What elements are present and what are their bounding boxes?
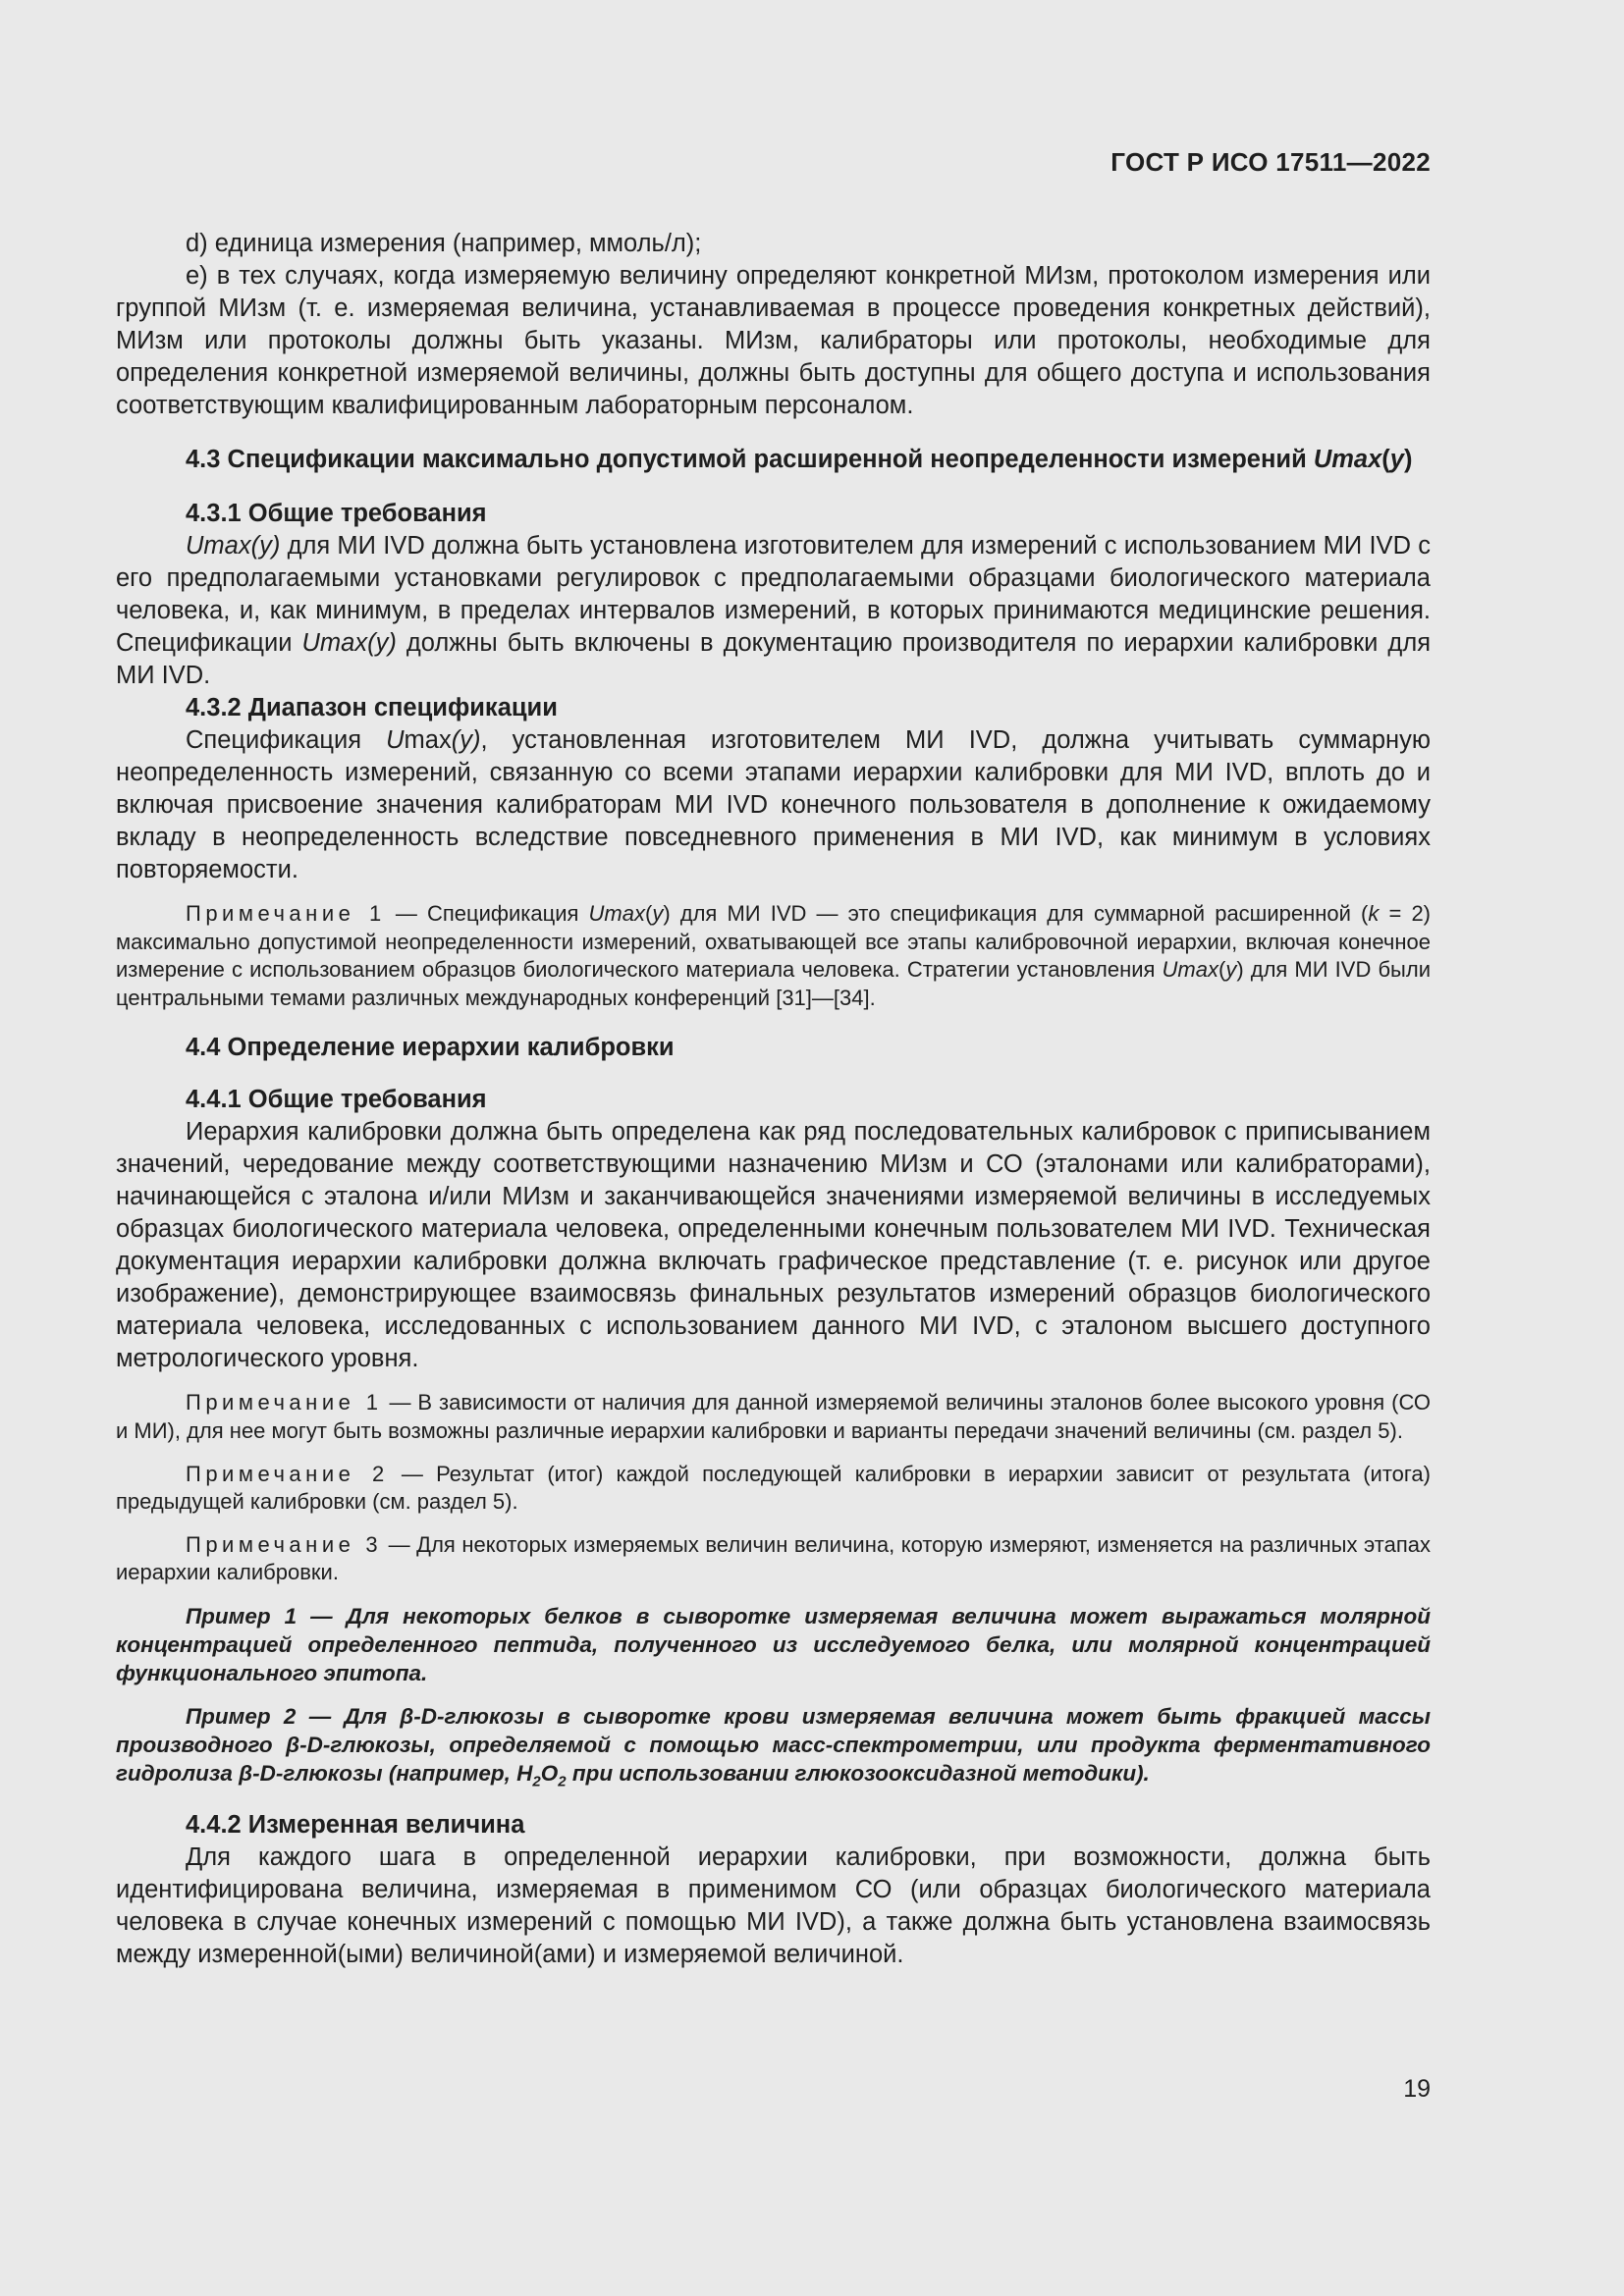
list-item-e: e) в тех случаях, когда измеряемую величину определяют конкретной МИзм, протоколом измерения или группой МИзм (т. е. измеряемая величина, устанавливаемая в процессе проведения конкретных действий), МИзм или протоколы должны быть указаны. МИзм, калибраторы или протоколы, необходимые для определения конкретной измеряемой величины, должны быть доступны для общего доступа и использования соответствующим квалифицированным лабораторным персоналом. (116, 262, 1431, 419)
document-header: ГОСТ Р ИСО 17511—2022 (1110, 147, 1431, 177)
note-3: Примечание 3 — Для некоторых измеряемых величин величина, которую измеряют, изменяется на различных этапах иерархии калибровки. (116, 1531, 1431, 1585)
example-2: Пример 2 — Для β-D-глюкозы в сыворотке крови измеряемая величина может быть фракцией массы производного β-D-глюкозы, определяемой с помощью масс-спектрометрии, или продукта ферментативного гидролиза β-D-глюкозы (например, $H_2O_2$ при использовании глюкозооксидазной методики). (116, 1703, 1431, 1790)
section-4-3-2-heading: 4.3.2 Диапазон спецификации (186, 694, 558, 721)
note-1: Примечание 1 — В зависимости от наличия для данной измеряемой величины эталонов более высокого уровня (СО и МИ), для нее могут быть возможны различные иерархии калибровки и варианты передачи значений величины (см. раздел 5). (116, 1390, 1431, 1443)
section-4-3-heading: 4.3 Спецификации максимально допустимой расширенной неопределенности измерений Umax(y) (186, 446, 1413, 473)
section-4-4-2-paragraph: Для каждого шага в определенной иерархии калибровки, при возможности, должна быть идентифицирована величина, измеряемая в применимом СО (или образцах биологического материала человека в случае конечных измерений с помощью МИ IVD), а также должна быть установлена взаимосвязь между измеренной(ыми) величиной(ами) и измеряемой величиной. (116, 1843, 1431, 1969)
list-item-d: d) единица измерения (например, ммоль/л); (186, 230, 702, 257)
page-number: 19 (1403, 2075, 1431, 2103)
note-4-3-2: Примечание 1 — Спецификация Umax(y) для МИ IVD — это спецификация для суммарной расширенной (k = 2) максимально допустимой неопределенности измерений, охватывающей все этапы калибровочной иерархии, включая конечное измерение с использованием образцов биологического материала человека. Стратегии установления Umax(y) для МИ IVD были центральными темами различных международных конференций [31]—[34]. (116, 901, 1432, 1010)
section-4-4-1-heading: 4.4.1 Общие требования (186, 1086, 487, 1114)
section-4-4-1-paragraph: Иерархия калибровки должна быть определена как ряд последовательных калибровок с приписыванием значений, чередование между соответствующими назначению МИзм и СО (эталонами или калибраторами), начинающейся с эталона и/или МИзм и заканчивающейся значениями измеряемой величины в исследуемых образцах биологического материала человека, определенными конечным пользователем МИ IVD. Техническая документация иерархии калибровки должна включать графическое представление (т. е. рисунок или другое изображение), демонстрирующее взаимосвязь финальных результатов измерений образцов биологического материала человека, исследованных с использованием данного МИ IVD, с эталоном высшего доступного метрологического уровня. (116, 1118, 1431, 1373)
section-4-3-1-heading: 4.3.1 Общие требования (186, 500, 487, 527)
section-4-4-heading: 4.4 Определение иерархии калибровки (186, 1034, 675, 1062)
note-2: Примечание 2 — Результат (итог) каждой последующей калибровки в иерархии зависит от результата (итога) предыдущей калибровки (см. раздел 5). (116, 1461, 1431, 1515)
section-4-3-1-paragraph: Umax(y) для МИ IVD должна быть установлена изготовителем для измерений с использованием МИ IVD с его предполагаемыми установками регулировок с предполагаемыми образцами биологического материала человека, и, как минимум, в пределах интервалов измерений, в которых принимаются медицинские решения. Спецификации Umax(y) должны быть включены в документацию производителя по иерархии калибровки для МИ IVD. (116, 532, 1432, 689)
example-1: Пример 1 — Для некоторых белков в сыворотке измеряемая величина может выражаться молярной концентрацией определенного пептида, полученного из исследуемого белка, или молярной концентрацией функционального эпитопа. (116, 1603, 1431, 1685)
page-content (116, 228, 1431, 1971)
section-4-3-2-paragraph: Спецификация Umax(y), установленная изготовителем МИ IVD, должна учитывать суммарную неопределенность измерений, связанную со всеми этапами иерархии калибровки для МИ IVD, вплоть до и включая присвоение значения калибраторам МИ IVD конечного пользователя в дополнение к ожидаемому вкладу в неопределенность вследствие повседневного применения в МИ IVD, как минимум в условиях повторяемости. (116, 726, 1431, 883)
section-4-4-2-heading: 4.4.2 Измеренная величина (186, 1811, 525, 1840)
